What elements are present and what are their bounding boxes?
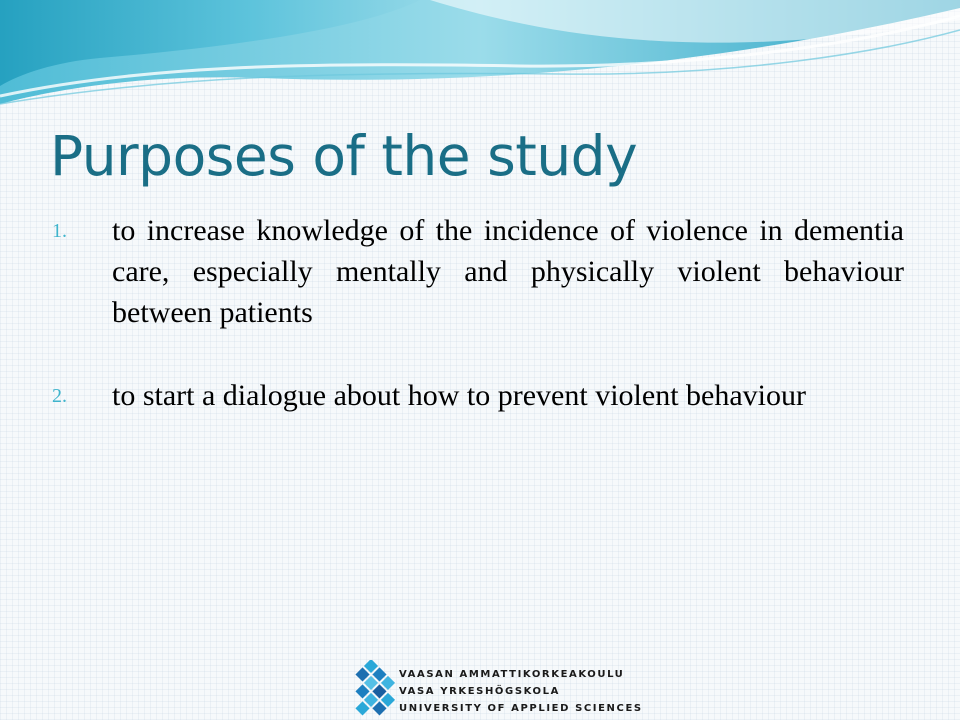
university-logo — [343, 660, 643, 720]
header-wave-decoration — [0, 0, 960, 110]
list-item — [52, 210, 904, 333]
purposes-list — [52, 210, 904, 458]
list-item-text: to increase knowledge of the incidence of violence in dementia care, especially mentally and physically violent behaviour between patients — [112, 214, 904, 329]
list-item-number: 2. — [52, 385, 67, 407]
list-item-number: 1. — [52, 220, 67, 242]
slide-title: Purposes of the study — [50, 124, 638, 188]
list-item-text: to start a dialogue about how to prevent violent behaviour — [112, 379, 806, 412]
logo-line-swedish: VASA YRKESHÖGSKOLA — [399, 686, 560, 697]
logo-line-finnish: VAASAN AMMATTIKORKEAKOULU — [399, 669, 625, 680]
diamond-grid-logo-icon — [343, 660, 399, 720]
logo-line-english: UNIVERSITY OF APPLIED SCIENCES — [399, 703, 643, 714]
list-item — [52, 375, 904, 416]
